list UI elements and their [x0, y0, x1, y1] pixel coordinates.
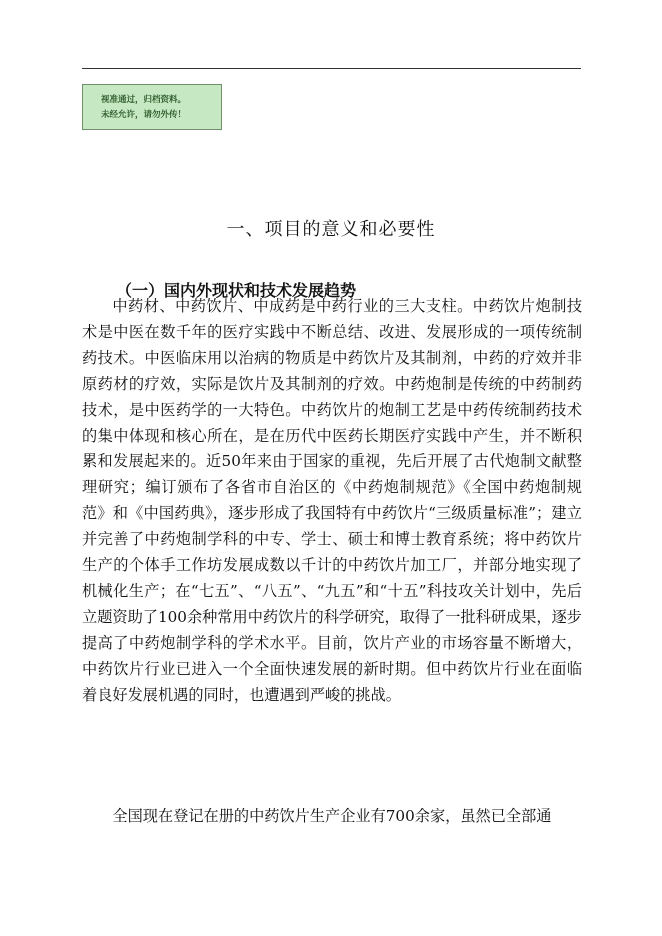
- body-paragraph-1: 中药材、中药饮片、中成药是中药行业的三大支柱。中药饮片炮制技术是中医在数千年的医疗实践中不断总结、改进、发展形成的一项传统制药技术。中医临床用以治病的物质是中药饮片及其制剂，中药的疗效并非原药材的疗效，实际是饮片及其制剂的疗效。中药炮制是传统的中药制药技术，是中医药学的一大特色。中药饮片的炮制工艺是中药传统制药技术的集中体现和核心所在，是在历代中医药长期医疗实践中产生，并不断积累和发展起来的。近50年来由于国家的重视，先后开展了古代炮制文献整理研究；编订颁布了各省市自治区的《中药炮制规范》《全国中药炮制规范》和《中国药典》，逐步形成了我国特有中药饮片“三级质量标准”；建立并完善了中药炮制学科的中专、学士、硕士和博士教育系统；将中药饮片生产的个体手工作坊发展成数以千计的中药饮片加工厂，并部分地实现了机械化生产；在“七五”、“八五”、“九五”和“十五”科技攻关计划中，先后立题资助了100余种常用中药饮片的科学研究，取得了一批科研成果，逐步提高了中药炮制学科的学术水平。目前，饮片产业的市场容量不断增大，中药饮片行业已进入一个全面快速发展的新时期。但中药饮片行业在面临着良好发展机遇的同时，也遭遇到严峻的挑战。: [82, 297, 582, 704]
- confidential-notice-box: [82, 84, 222, 130]
- notice-line-2: 未经允许，请勿外传！: [101, 110, 187, 120]
- notice-line-1: 视准通过，归档资料。: [101, 95, 187, 105]
- subsection-title: （一）国内外现状和技术发展趋势: [116, 281, 357, 301]
- body-paragraph-2: 全国现在登记在册的中药饮片生产企业有700余家，虽然已全部通: [112, 807, 552, 825]
- header-rule: [82, 68, 581, 69]
- section-title: 一、项目的意义和必要性: [226, 219, 436, 241]
